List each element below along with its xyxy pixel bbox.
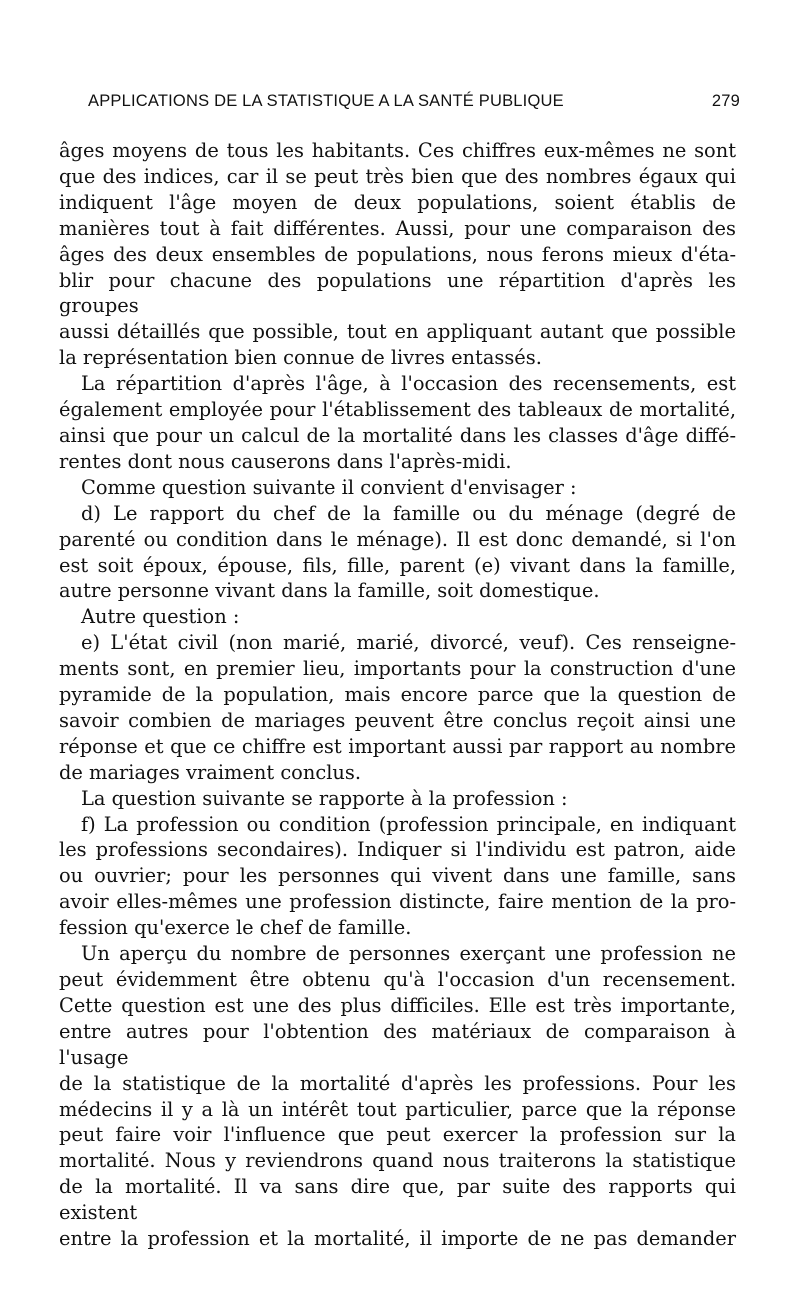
running-title: APPLICATIONS DE LA STATISTIQUE A LA SANTÉ PUBLIQUE — [88, 92, 564, 110]
text-line: ments sont, en premier lieu, importants pour la construction d'une — [59, 657, 736, 681]
text-line: Cette question est une des plus difficiles. Elle est très importante, — [59, 993, 736, 1017]
text-line: entre la profession et la mortalité, il importe de ne pas demander — [59, 1227, 736, 1251]
text-line: âges moyens de tous les habitants. Ces chiffres eux-mêmes ne sont — [59, 139, 736, 162]
text-line: réponse et que ce chiffre est important aussi par rapport au nombre — [59, 734, 736, 758]
page-number: 279 — [711, 92, 740, 110]
text-line: rentes dont nous causerons dans l'après-midi. — [59, 449, 512, 473]
body-text — [59, 138, 736, 1252]
text-line: manières tout à fait différentes. Aussi, pour une comparaison des — [59, 216, 736, 240]
text-line: médecins il y a là un intérêt tout particulier, parce que la réponse — [59, 1097, 736, 1121]
text-line: indiquent l'âge moyen de deux populations, soient établis de — [59, 190, 736, 214]
text-line: parenté ou condition dans le ménage). Il est donc demandé, si l'on — [59, 527, 736, 551]
text-line: autre personne vivant dans la famille, soit domestique. — [59, 579, 600, 603]
text-line: e) L'état civil (non marié, marié, divorcé, veuf). Ces renseigne- — [81, 631, 736, 655]
text-line: entre autres pour l'obtention des matériaux de comparaison à l'usage — [59, 1019, 736, 1069]
text-line: peut faire voir l'influence que peut exercer la profession sur la — [59, 1123, 736, 1147]
text-line: fession qu'exerce le chef de famille. — [59, 916, 412, 940]
text-line: Autre question : — [81, 605, 240, 629]
text-line: pyramide de la population, mais encore parce que la question de — [59, 683, 736, 707]
text-line: de la mortalité. Il va sans dire que, par suite des rapports qui existent — [59, 1175, 736, 1225]
text-line: également employée pour l'établissement des tableaux de mortalité, — [59, 398, 736, 422]
text-line: La question suivante se rapporte à la profession : — [81, 786, 568, 810]
text-line: peut évidemment être obtenu qu'à l'occasion d'un recensement. — [59, 968, 736, 991]
text-line: la représentation bien connue de livres entassés. — [59, 346, 542, 370]
text-line: f) La profession ou condition (profession principale, en indiquant — [81, 812, 736, 836]
text-line: âges des deux ensembles de populations, nous ferons mieux d'éta- — [59, 242, 736, 266]
text-line: est soit époux, épouse, fils, fille, parent (e) vivant dans la famille, — [59, 553, 736, 577]
text-line: mortalité. Nous y reviendrons quand nous traiterons la statistique — [59, 1149, 736, 1173]
text-line: de mariages vraiment conclus. — [59, 760, 362, 784]
text-line: blir pour chacune des populations une répartition d'après les groupes — [59, 268, 736, 318]
text-line: Comme question suivante il convient d'envisager : — [81, 475, 577, 499]
text-line: La répartition d'après l'âge, à l'occasion des recensements, est — [81, 372, 736, 396]
text-line: aussi détaillés que possible, tout en appliquant autant que possible — [59, 320, 736, 344]
text-line: savoir combien de mariages peuvent être conclus reçoit ainsi une — [59, 708, 736, 732]
text-line: ou ouvrier; pour les personnes qui vivent dans une famille, sans — [59, 864, 736, 888]
text-line: d) Le rapport du chef de la famille ou du ménage (degré de — [81, 501, 736, 525]
text-line: que des indices, car il se peut très bien que des nombres égaux qui — [59, 164, 736, 188]
text-line: ainsi que pour un calcul de la mortalité dans les classes d'âge diffé- — [59, 423, 736, 447]
text-line: Un aperçu du nombre de personnes exerçant une profession ne — [81, 942, 736, 966]
text-line: de la statistique de la mortalité d'après les professions. Pour les — [59, 1071, 736, 1095]
text-line: avoir elles-mêmes une profession distincte, faire mention de la pro- — [59, 890, 736, 914]
text-line: les professions secondaires). Indiquer si l'individu est patron, aide — [59, 838, 736, 862]
